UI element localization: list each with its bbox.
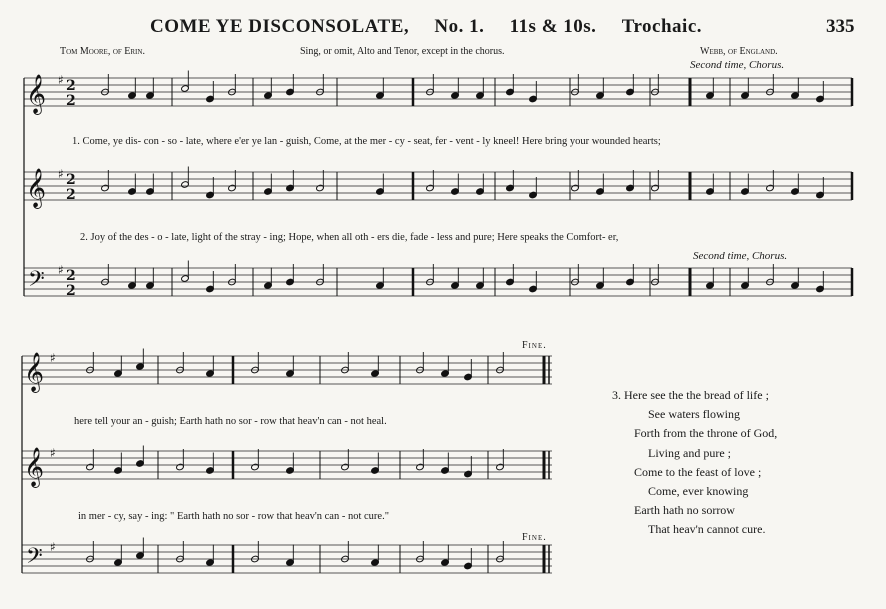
verse3-line: Earth hath no sorrow (634, 503, 735, 518)
sharp-sign: ♯ (50, 351, 56, 365)
verse2-lyrics-system1: 2. Joy of the des - o - late, light of the stray - ing; Hope, when all oth - ers die, fade - less and pure; Here speaks the Comfort- er, (80, 232, 619, 243)
sharp-sign: ♯ (58, 167, 64, 181)
composer-credit: Webb, of England. (700, 46, 778, 57)
verse3-line: 3. Here see the the bread of life ; (612, 388, 769, 402)
meter: 11s & 10s. (509, 16, 597, 37)
verse1-lyrics-system1: 1. Come, ye dis- con - so - late, where e'er ye lan - guish, Come, at the mer - cy - seat, fer - vent - ly kneel! Here bring your wounded hearts; (72, 136, 661, 147)
verse3-line: Come, ever knowing (648, 484, 749, 499)
sharp-sign: ♯ (50, 446, 56, 460)
title-text: COME YE DISCONSOLATE, (150, 16, 410, 37)
time-signature-bottom: 2 (66, 187, 76, 203)
verse3-line: Living and pure ; (648, 445, 731, 460)
bass-clef: 𝄢 (28, 267, 45, 297)
second-time-note-2: Second time, Chorus. (693, 250, 788, 262)
page-number: 335 (826, 16, 855, 37)
verse3-line: That heav'n cannot cure. (648, 522, 766, 537)
sharp-sign: ♯ (58, 263, 64, 277)
verse3-line: Come to the feast of love ; (634, 464, 762, 479)
time-signature-bottom: 2 (66, 93, 76, 109)
poet-credit: Tom Moore, of Erin. (60, 46, 145, 57)
fine-mark-2: Fine. (522, 532, 547, 543)
hymn-number: No. 1. (434, 16, 485, 37)
sharp-sign: ♯ (58, 73, 64, 87)
treble-clef: 𝄞 (24, 447, 45, 487)
verse3-line: Forth from the throne of God, (634, 426, 778, 441)
verse3-line: See waters flowing (648, 407, 740, 422)
sharp-sign: ♯ (50, 540, 56, 554)
treble-clef: 𝄞 (26, 74, 47, 114)
time-signature-top: 2 (66, 268, 76, 284)
second-time-note-1: Second time, Chorus. (690, 59, 785, 71)
treble-clef: 𝄞 (24, 352, 45, 392)
time-signature-top: 2 (66, 172, 76, 188)
meter-type: Trochaic. (621, 16, 703, 37)
bass-clef: 𝄢 (26, 544, 43, 574)
fine-mark-1: Fine. (522, 340, 547, 351)
verse1-lyrics-system2: here tell your an - guish; Earth hath no sor - row that heav'n can - not heal. (74, 416, 387, 427)
performance-instruction: Sing, or omit, Alto and Tenor, except in the chorus. (300, 46, 505, 57)
treble-clef: 𝄞 (26, 168, 47, 208)
time-signature-top: 2 (66, 78, 76, 94)
verse2-lyrics-system2: in mer - cy, say - ing: " Earth hath no sor - row that heav'n can - not cure." (78, 511, 389, 522)
time-signature-bottom: 2 (66, 283, 76, 299)
